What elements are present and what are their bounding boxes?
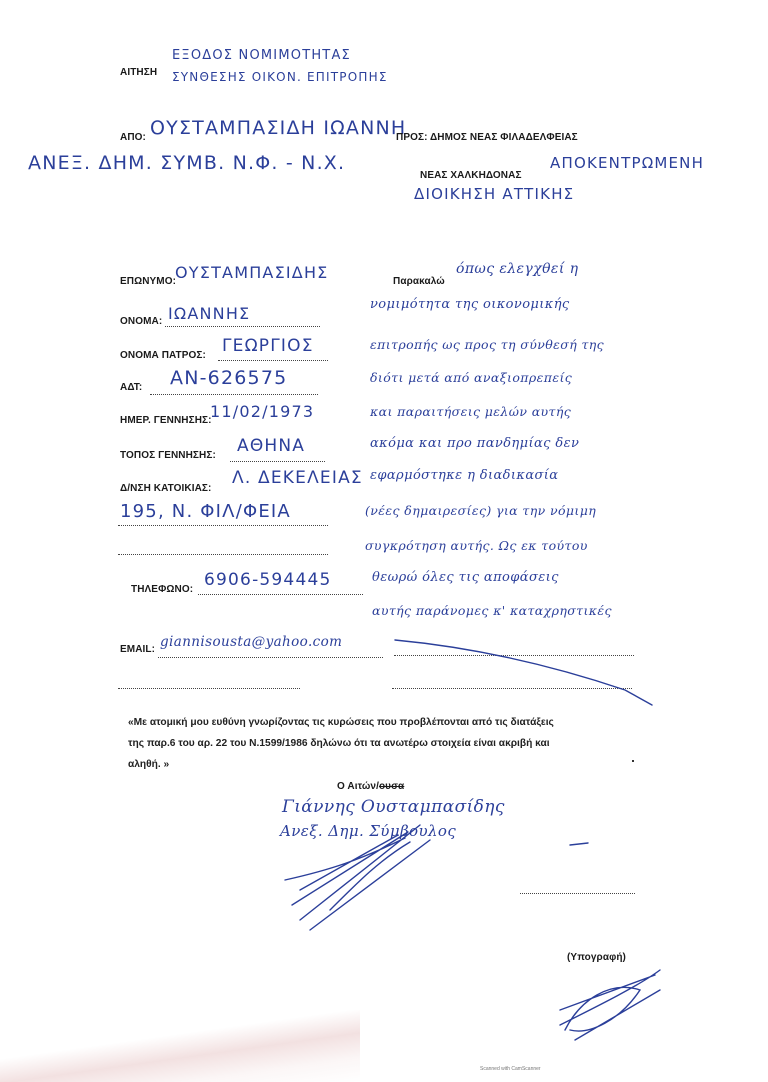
scanner-footer: Scanned with CamScanner xyxy=(480,1066,541,1072)
name-label: ΟΝΟΜΑ: xyxy=(120,316,163,327)
email-label: EMAIL: xyxy=(120,644,156,655)
request-text-line2: ΣΥΝΘΕΣΗΣ ΟΙΚΟΝ. ΕΠΙΤΡΟΠΗΣ xyxy=(172,70,388,84)
from-role: ΑΝΕΞ. ΔΗΜ. ΣΥΜΒ. Ν.Φ. - Ν.Χ. xyxy=(28,152,346,174)
to-value-line1: ΑΠΟΚΕΝΤΡΩΜΕΝΗ xyxy=(550,154,705,172)
signature-line xyxy=(520,893,635,894)
applicant-label-struck: ουσα xyxy=(378,781,405,792)
request-line-4: διότι μετά από αναξιοπρεπείς xyxy=(370,370,573,385)
father-label: ΟΝΟΜΑ ΠΑΤΡΟΣ: xyxy=(120,350,206,361)
request-line-10: θεωρώ όλες τις αποφάσεις xyxy=(372,570,559,585)
address-value-line1: Λ. ΔΕΚΕΛΕΙΑΣ xyxy=(232,468,363,488)
from-label: ΑΠΟ: xyxy=(120,132,146,143)
request-line-3: επιτροπής ως προς τη σύνθεσή της xyxy=(370,337,605,352)
request-body-label: Παρακαλώ xyxy=(393,276,445,287)
declaration-line-2: της παρ.6 του αρ. 22 του Ν.1599/1986 δηλώνω ότι τα ανωτέρω στοιχεία είναι ακριβή και xyxy=(128,738,550,749)
id-label: ΑΔΤ: xyxy=(120,382,143,393)
birthplace-underline xyxy=(230,461,325,462)
to-city-text: ΝΕΑΣ ΧΑΛΚΗΔΟΝΑΣ xyxy=(420,170,522,181)
birthplace-label: ΤΟΠΟΣ ΓΕΝΝΗΣΗΣ: xyxy=(120,450,216,461)
bullet-dot xyxy=(632,760,634,762)
right-blank-line-2 xyxy=(392,688,632,689)
scan-shading xyxy=(0,1010,360,1082)
declaration-text xyxy=(128,712,648,775)
address-value-line2: 195, Ν. ΦΙΛ/ΦΕΙΑ xyxy=(120,501,291,522)
blank-line-1 xyxy=(118,554,328,555)
request-line-6: ακόμα και προ πανδημίας δεν xyxy=(370,436,580,451)
request-line-9: συγκρότηση αυτής. Ως εκ τούτου xyxy=(365,538,588,553)
handwritten-name: Γιάννης Ουσταμπασίδης xyxy=(282,797,505,817)
applicant-label xyxy=(337,781,404,792)
address-label: Δ/ΝΣΗ ΚΑΤΟΙΚΙΑΣ: xyxy=(120,483,212,494)
birthdate-label: ΗΜΕΡ. ΓΕΝΝΗΣΗΣ: xyxy=(120,415,212,426)
request-text-line1: ΕΞΟΔΟΣ ΝΟΜΙΜΟΤΗΤΑΣ xyxy=(172,48,351,63)
handwritten-role: Ανεξ. Δημ. Σύμβουλος xyxy=(280,822,457,840)
declaration-line-3: αληθή. » xyxy=(128,759,170,770)
to-label: ΠΡΟΣ: ΔΗΜΟΣ ΝΕΑΣ ΦΙΛΑΔΕΛΦΕΙΑΣ xyxy=(396,132,578,143)
request-line-1: όπως ελεγχθεί η xyxy=(456,261,579,277)
signature-label: (Υπογραφή) xyxy=(567,952,626,963)
surname-value: ΟΥΣΤΑΜΠΑΣΙΔΗΣ xyxy=(175,263,329,282)
email-value: giannisousta@yahoo.com xyxy=(160,634,343,650)
name-underline xyxy=(165,326,320,327)
surname-label: ΕΠΩΝΥΜΟ: xyxy=(120,276,177,287)
declaration-line-1: «Με ατομική μου ευθύνη γνωρίζοντας τις κυρώσεις που προβλέπονται από τις διατάξεις xyxy=(128,717,554,728)
birthplace-value: ΑΘΗΝΑ xyxy=(237,436,306,456)
right-blank-line-1 xyxy=(394,655,634,656)
name-value: ΙΩΑΝΝΗΣ xyxy=(168,304,251,323)
blank-line-2 xyxy=(118,688,300,689)
request-label: ΑΙΤΗΣΗ xyxy=(120,67,158,78)
signature-scribble-stamp xyxy=(560,970,660,1040)
ink-dash xyxy=(570,843,588,845)
email-underline xyxy=(158,657,383,658)
signature-scribble-main xyxy=(285,825,430,930)
id-value: ΑΝ-626575 xyxy=(170,367,288,389)
crossout-line xyxy=(395,640,652,705)
request-line-8: (νέες δημαιρεσίες) για την νόμιμη xyxy=(365,503,597,518)
request-line-7: εφαρμόστηκε η διαδικασία xyxy=(370,468,559,483)
request-line-2: νομιμότητα της οικονομικής xyxy=(370,297,570,312)
to-city-label xyxy=(420,170,522,181)
id-underline xyxy=(150,394,318,395)
phone-label: ΤΗΛΕΦΩΝΟ: xyxy=(131,584,194,595)
from-value: ΟΥΣΤΑΜΠΑΣΙΔΗ ΙΩΑΝΝΗ xyxy=(150,117,407,139)
request-line-5: και παραιτήσεις μελών αυτής xyxy=(370,404,572,419)
birthdate-value: 11/02/1973 xyxy=(210,402,315,421)
address-underline xyxy=(118,525,328,526)
request-line-11: αυτής παράνομες κ' καταχρηστικές xyxy=(372,603,612,618)
applicant-label-text: Ο Αιτών/ xyxy=(337,781,379,792)
father-underline xyxy=(218,360,328,361)
phone-underline xyxy=(198,594,363,595)
to-value-line2: ΔΙΟΙΚΗΣΗ ΑΤΤΙΚΗΣ xyxy=(414,185,575,203)
father-value: ΓΕΩΡΓΙΟΣ xyxy=(222,336,314,356)
phone-value: 6906-594445 xyxy=(204,570,332,590)
